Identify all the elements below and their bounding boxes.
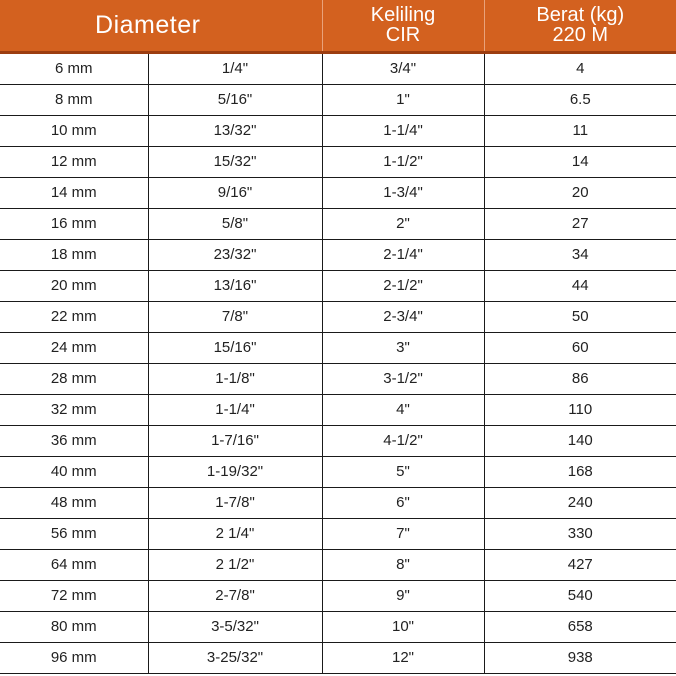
cell-diameter-inch: 1-1/4"	[148, 394, 322, 425]
cell-berat: 140	[484, 425, 676, 456]
table-row	[0, 642, 676, 673]
cell-diameter-mm: 36 mm	[0, 425, 148, 456]
cell-berat: 50	[484, 301, 676, 332]
cell-keliling: 7"	[322, 518, 484, 549]
cell-keliling: 2-3/4"	[322, 301, 484, 332]
table-row	[0, 146, 676, 177]
cell-keliling: 1-1/4"	[322, 115, 484, 146]
table-row	[0, 332, 676, 363]
table-row	[0, 84, 676, 115]
header-berat-line2: 220 M	[552, 24, 609, 47]
table-row	[0, 115, 676, 146]
cell-berat: 540	[484, 580, 676, 611]
table-row	[0, 518, 676, 549]
table-row	[0, 549, 676, 580]
cell-diameter-inch: 23/32"	[148, 239, 322, 270]
cell-berat: 658	[484, 611, 676, 642]
cell-diameter-mm: 20 mm	[0, 270, 148, 301]
cell-diameter-mm: 72 mm	[0, 580, 148, 611]
cell-keliling: 1-3/4"	[322, 177, 484, 208]
cell-diameter-inch: 2 1/4"	[148, 518, 322, 549]
cell-keliling: 4"	[322, 394, 484, 425]
table-row	[0, 363, 676, 394]
cell-berat: 4	[484, 52, 676, 84]
header-keliling	[322, 0, 484, 52]
table-body	[0, 52, 676, 673]
cell-diameter-inch: 2-7/8"	[148, 580, 322, 611]
cell-diameter-mm: 24 mm	[0, 332, 148, 363]
header-keliling-line1: Keliling	[370, 4, 436, 27]
table-row	[0, 208, 676, 239]
cell-berat: 6.5	[484, 84, 676, 115]
cell-keliling: 9"	[322, 580, 484, 611]
cell-keliling: 1"	[322, 84, 484, 115]
cell-keliling: 10"	[322, 611, 484, 642]
cell-diameter-inch: 2 1/2"	[148, 549, 322, 580]
header-berat-line1: Berat (kg)	[536, 4, 625, 27]
header-diameter: Diameter	[0, 0, 322, 52]
cell-diameter-mm: 6 mm	[0, 52, 148, 84]
cell-diameter-inch: 1/4"	[148, 52, 322, 84]
cell-diameter-inch: 1-7/8"	[148, 487, 322, 518]
cell-diameter-inch: 13/16"	[148, 270, 322, 301]
cell-keliling: 2-1/2"	[322, 270, 484, 301]
cell-diameter-inch: 15/32"	[148, 146, 322, 177]
cell-berat: 27	[484, 208, 676, 239]
cell-diameter-inch: 1-7/16"	[148, 425, 322, 456]
cell-berat: 330	[484, 518, 676, 549]
cell-keliling: 3-1/2"	[322, 363, 484, 394]
cell-diameter-mm: 22 mm	[0, 301, 148, 332]
cell-diameter-inch: 5/8"	[148, 208, 322, 239]
cell-berat: 427	[484, 549, 676, 580]
table-row	[0, 456, 676, 487]
cell-diameter-mm: 56 mm	[0, 518, 148, 549]
cell-diameter-mm: 16 mm	[0, 208, 148, 239]
cell-diameter-mm: 8 mm	[0, 84, 148, 115]
cell-diameter-inch: 1-19/32"	[148, 456, 322, 487]
cell-diameter-inch: 7/8"	[148, 301, 322, 332]
header-keliling-line2: CIR	[385, 24, 421, 47]
table-row	[0, 487, 676, 518]
cell-keliling: 6"	[322, 487, 484, 518]
cell-berat: 44	[484, 270, 676, 301]
cell-berat: 14	[484, 146, 676, 177]
cell-keliling: 3/4"	[322, 52, 484, 84]
cell-berat: 240	[484, 487, 676, 518]
table-row	[0, 580, 676, 611]
header-berat	[484, 0, 676, 52]
cell-diameter-mm: 10 mm	[0, 115, 148, 146]
cell-diameter-mm: 18 mm	[0, 239, 148, 270]
table-header	[0, 0, 676, 52]
cell-diameter-mm: 64 mm	[0, 549, 148, 580]
cell-diameter-mm: 80 mm	[0, 611, 148, 642]
cell-berat: 86	[484, 363, 676, 394]
cell-berat: 938	[484, 642, 676, 673]
cell-diameter-mm: 14 mm	[0, 177, 148, 208]
cell-diameter-inch: 13/32"	[148, 115, 322, 146]
table-row	[0, 394, 676, 425]
cell-berat: 110	[484, 394, 676, 425]
cell-diameter-inch: 9/16"	[148, 177, 322, 208]
cell-diameter-inch: 3-25/32"	[148, 642, 322, 673]
cell-diameter-mm: 96 mm	[0, 642, 148, 673]
header-row	[0, 0, 676, 52]
table-row	[0, 270, 676, 301]
cell-berat: 168	[484, 456, 676, 487]
table-row	[0, 239, 676, 270]
cell-diameter-mm: 28 mm	[0, 363, 148, 394]
cell-diameter-mm: 40 mm	[0, 456, 148, 487]
cell-berat: 11	[484, 115, 676, 146]
cell-diameter-inch: 1-1/8"	[148, 363, 322, 394]
cell-berat: 60	[484, 332, 676, 363]
table-row	[0, 425, 676, 456]
cell-berat: 34	[484, 239, 676, 270]
cell-keliling: 8"	[322, 549, 484, 580]
cell-keliling: 3"	[322, 332, 484, 363]
cell-keliling: 12"	[322, 642, 484, 673]
cell-diameter-mm: 32 mm	[0, 394, 148, 425]
cell-diameter-mm: 12 mm	[0, 146, 148, 177]
table-row	[0, 611, 676, 642]
table-row	[0, 52, 676, 84]
cell-berat: 20	[484, 177, 676, 208]
cell-keliling: 2-1/4"	[322, 239, 484, 270]
cell-diameter-mm: 48 mm	[0, 487, 148, 518]
table-row	[0, 301, 676, 332]
cell-diameter-inch: 5/16"	[148, 84, 322, 115]
cell-keliling: 2"	[322, 208, 484, 239]
cell-diameter-inch: 15/16"	[148, 332, 322, 363]
cell-keliling: 1-1/2"	[322, 146, 484, 177]
table-row	[0, 177, 676, 208]
cell-keliling: 5"	[322, 456, 484, 487]
cell-diameter-inch: 3-5/32"	[148, 611, 322, 642]
cell-keliling: 4-1/2"	[322, 425, 484, 456]
